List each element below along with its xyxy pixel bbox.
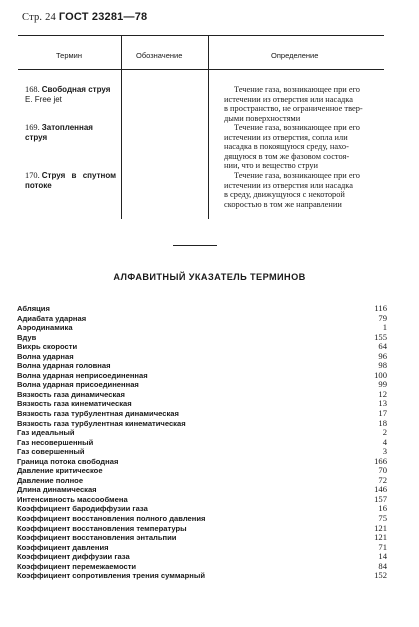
index-entry (17, 524, 387, 534)
term-169 (25, 123, 93, 142)
index-entry (17, 447, 387, 457)
index-entry (17, 399, 387, 409)
index-term: Коэффициент бародиффузии газа (17, 504, 148, 514)
index-entry (17, 543, 387, 553)
index-entry (17, 457, 387, 467)
index-entry (17, 371, 387, 381)
index-number: 71 (378, 541, 387, 552)
index-number: 14 (378, 551, 387, 562)
index-number: 13 (378, 398, 387, 409)
index-term: Вязкость газа динамическая (17, 389, 125, 399)
index-entry (17, 438, 387, 448)
definition-line: насадка в покоящуюся среду, нахо- (224, 142, 349, 152)
index-entry (17, 485, 387, 495)
page-header (22, 11, 147, 23)
term-number: 168. (25, 85, 40, 94)
index-entry (17, 314, 387, 324)
index-number: 84 (378, 560, 387, 571)
index-term: Абляция (17, 304, 50, 313)
index-term: Коэффициент восстановления полного давления (17, 514, 206, 524)
index-entry (17, 476, 387, 486)
term-name-end: спутном (82, 171, 117, 180)
definition-line: истечении из отверстия или насадка (224, 180, 353, 190)
index-number: 155 (374, 331, 387, 342)
index-number: 152 (374, 570, 387, 581)
index-entry (17, 419, 387, 429)
index-entry (17, 409, 387, 419)
index-number: 146 (374, 484, 387, 495)
index-entry (17, 495, 387, 505)
column-header-term: Термин (56, 51, 82, 60)
term-168 (25, 85, 110, 104)
index-entry (17, 333, 387, 343)
index-term: Газ несовершенный (17, 437, 94, 447)
term-foreign: E. Free jet (25, 94, 62, 104)
term-name-cont: струя (25, 132, 48, 142)
definition-line: нии, что и вещество струи (224, 161, 319, 171)
section-separator (173, 245, 217, 246)
definition-168 (224, 85, 384, 123)
index-entry (17, 562, 387, 572)
definition-line: истечении из отверстия, сопла или (224, 132, 348, 142)
term-name-mid: в (71, 171, 77, 180)
index-term: Волна ударная головная (17, 361, 111, 371)
index-entry (17, 514, 387, 524)
index-number: 1 (382, 322, 387, 333)
terms-table (18, 35, 383, 220)
definition-line: в среду, движущуюся с некоторой (224, 190, 345, 200)
index-term: Вдув (17, 332, 37, 342)
index-number: 16 (378, 503, 387, 514)
definition-line: Течение газа, возникающее при его (234, 171, 360, 180)
index-entry (17, 390, 387, 400)
definition-line: истечении из отверстия или насадка (224, 94, 353, 104)
index-term: Волна ударная неприсоединенная (17, 370, 148, 380)
index-number: 64 (378, 341, 387, 352)
term-name: Свободная струя (41, 85, 111, 94)
index-number: 3 (382, 446, 387, 457)
index-term: Аэродинамика (17, 323, 73, 333)
index-term: Давление полное (17, 475, 84, 485)
index-term: Вязкость газа турбулентная динамическая (17, 409, 179, 419)
term-name-cont: потоке (25, 180, 52, 190)
column-header-definition: Определение (271, 51, 319, 60)
term-name: Струя (41, 171, 66, 180)
index-number: 99 (378, 379, 387, 390)
index-entry (17, 361, 387, 371)
index-number: 121 (374, 532, 387, 543)
index-number: 98 (378, 360, 387, 371)
index-entry (17, 323, 387, 333)
definition-line: дыми поверхностями (224, 113, 301, 123)
index-term: Коэффициент сопротивления трения суммарный (17, 571, 205, 581)
definition-line: дящуюся в том же фазовом состоя- (224, 151, 350, 161)
index-number: 75 (378, 513, 387, 524)
term-index-list (17, 304, 387, 581)
term-number: 169. (25, 123, 40, 132)
term-number: 170. (25, 171, 40, 180)
index-term: Интенсивность массообмена (17, 494, 128, 504)
index-entry (17, 466, 387, 476)
index-entry (17, 342, 387, 352)
index-number: 100 (374, 369, 387, 380)
index-term: Волна ударная присоединенная (17, 380, 139, 390)
definition-line: в пространство, не ограниченное твер- (224, 104, 363, 114)
column-divider (208, 35, 209, 219)
index-entry (17, 504, 387, 514)
definition-line: скоростью в том же направлении (224, 199, 342, 209)
index-number: 18 (378, 417, 387, 428)
column-header-symbol: Обозначение (136, 51, 183, 60)
index-term: Коэффициент восстановления температуры (17, 523, 187, 533)
index-term: Вязкость газа турбулентная кинематическая (17, 418, 186, 428)
table-top-rule (18, 35, 384, 36)
index-term: Коэффициент диффузии газа (17, 552, 130, 562)
index-entry (17, 352, 387, 362)
index-term: Волна ударная (17, 351, 74, 361)
index-number: 4 (382, 436, 387, 447)
index-term: Коэффициент перемежаемости (17, 561, 137, 571)
index-term: Газ совершенный (17, 447, 85, 457)
index-number: 96 (378, 350, 387, 361)
index-number: 121 (374, 522, 387, 533)
index-number: 157 (374, 493, 387, 504)
index-term: Коэффициент восстановления энтальпии (17, 533, 177, 543)
index-number: 72 (378, 474, 387, 485)
index-term: Адиабата ударная (17, 313, 87, 323)
index-entry (17, 533, 387, 543)
term-170 (25, 171, 116, 190)
column-divider (121, 35, 122, 219)
index-number: 2 (382, 427, 387, 438)
index-number: 12 (378, 388, 387, 399)
index-entry (17, 428, 387, 438)
index-term: Давление критическое (17, 466, 103, 476)
index-number: 166 (374, 455, 387, 466)
index-entry (17, 552, 387, 562)
index-number: 17 (378, 408, 387, 419)
index-number: 70 (378, 465, 387, 476)
index-term: Длина динамическая (17, 485, 97, 495)
index-title: АЛФАВИТНЫЙ УКАЗАТЕЛЬ ТЕРМИНОВ (113, 272, 306, 282)
index-entry (17, 571, 387, 581)
index-entry (17, 380, 387, 390)
index-term: Коэффициент давления (17, 542, 109, 552)
definition-line: Течение газа, возникающее при его (234, 123, 360, 132)
index-term: Граница потока свободная (17, 456, 119, 466)
standard-number: ГОСТ 23281—78 (58, 11, 148, 23)
index-term: Вихрь скорости (17, 342, 78, 352)
table-header-rule (18, 69, 384, 70)
index-term: Газ идеальный (17, 428, 75, 438)
index-number: 116 (374, 303, 387, 313)
definition-170 (224, 171, 384, 209)
index-entry (17, 304, 387, 314)
term-name: Затопленная (41, 123, 93, 132)
definition-line: Течение газа, возникающее при его (234, 85, 360, 94)
definition-169 (224, 123, 384, 171)
index-term: Вязкость газа кинематическая (17, 399, 132, 409)
index-number: 79 (378, 312, 387, 323)
page-number: Стр. 24 (22, 12, 56, 23)
